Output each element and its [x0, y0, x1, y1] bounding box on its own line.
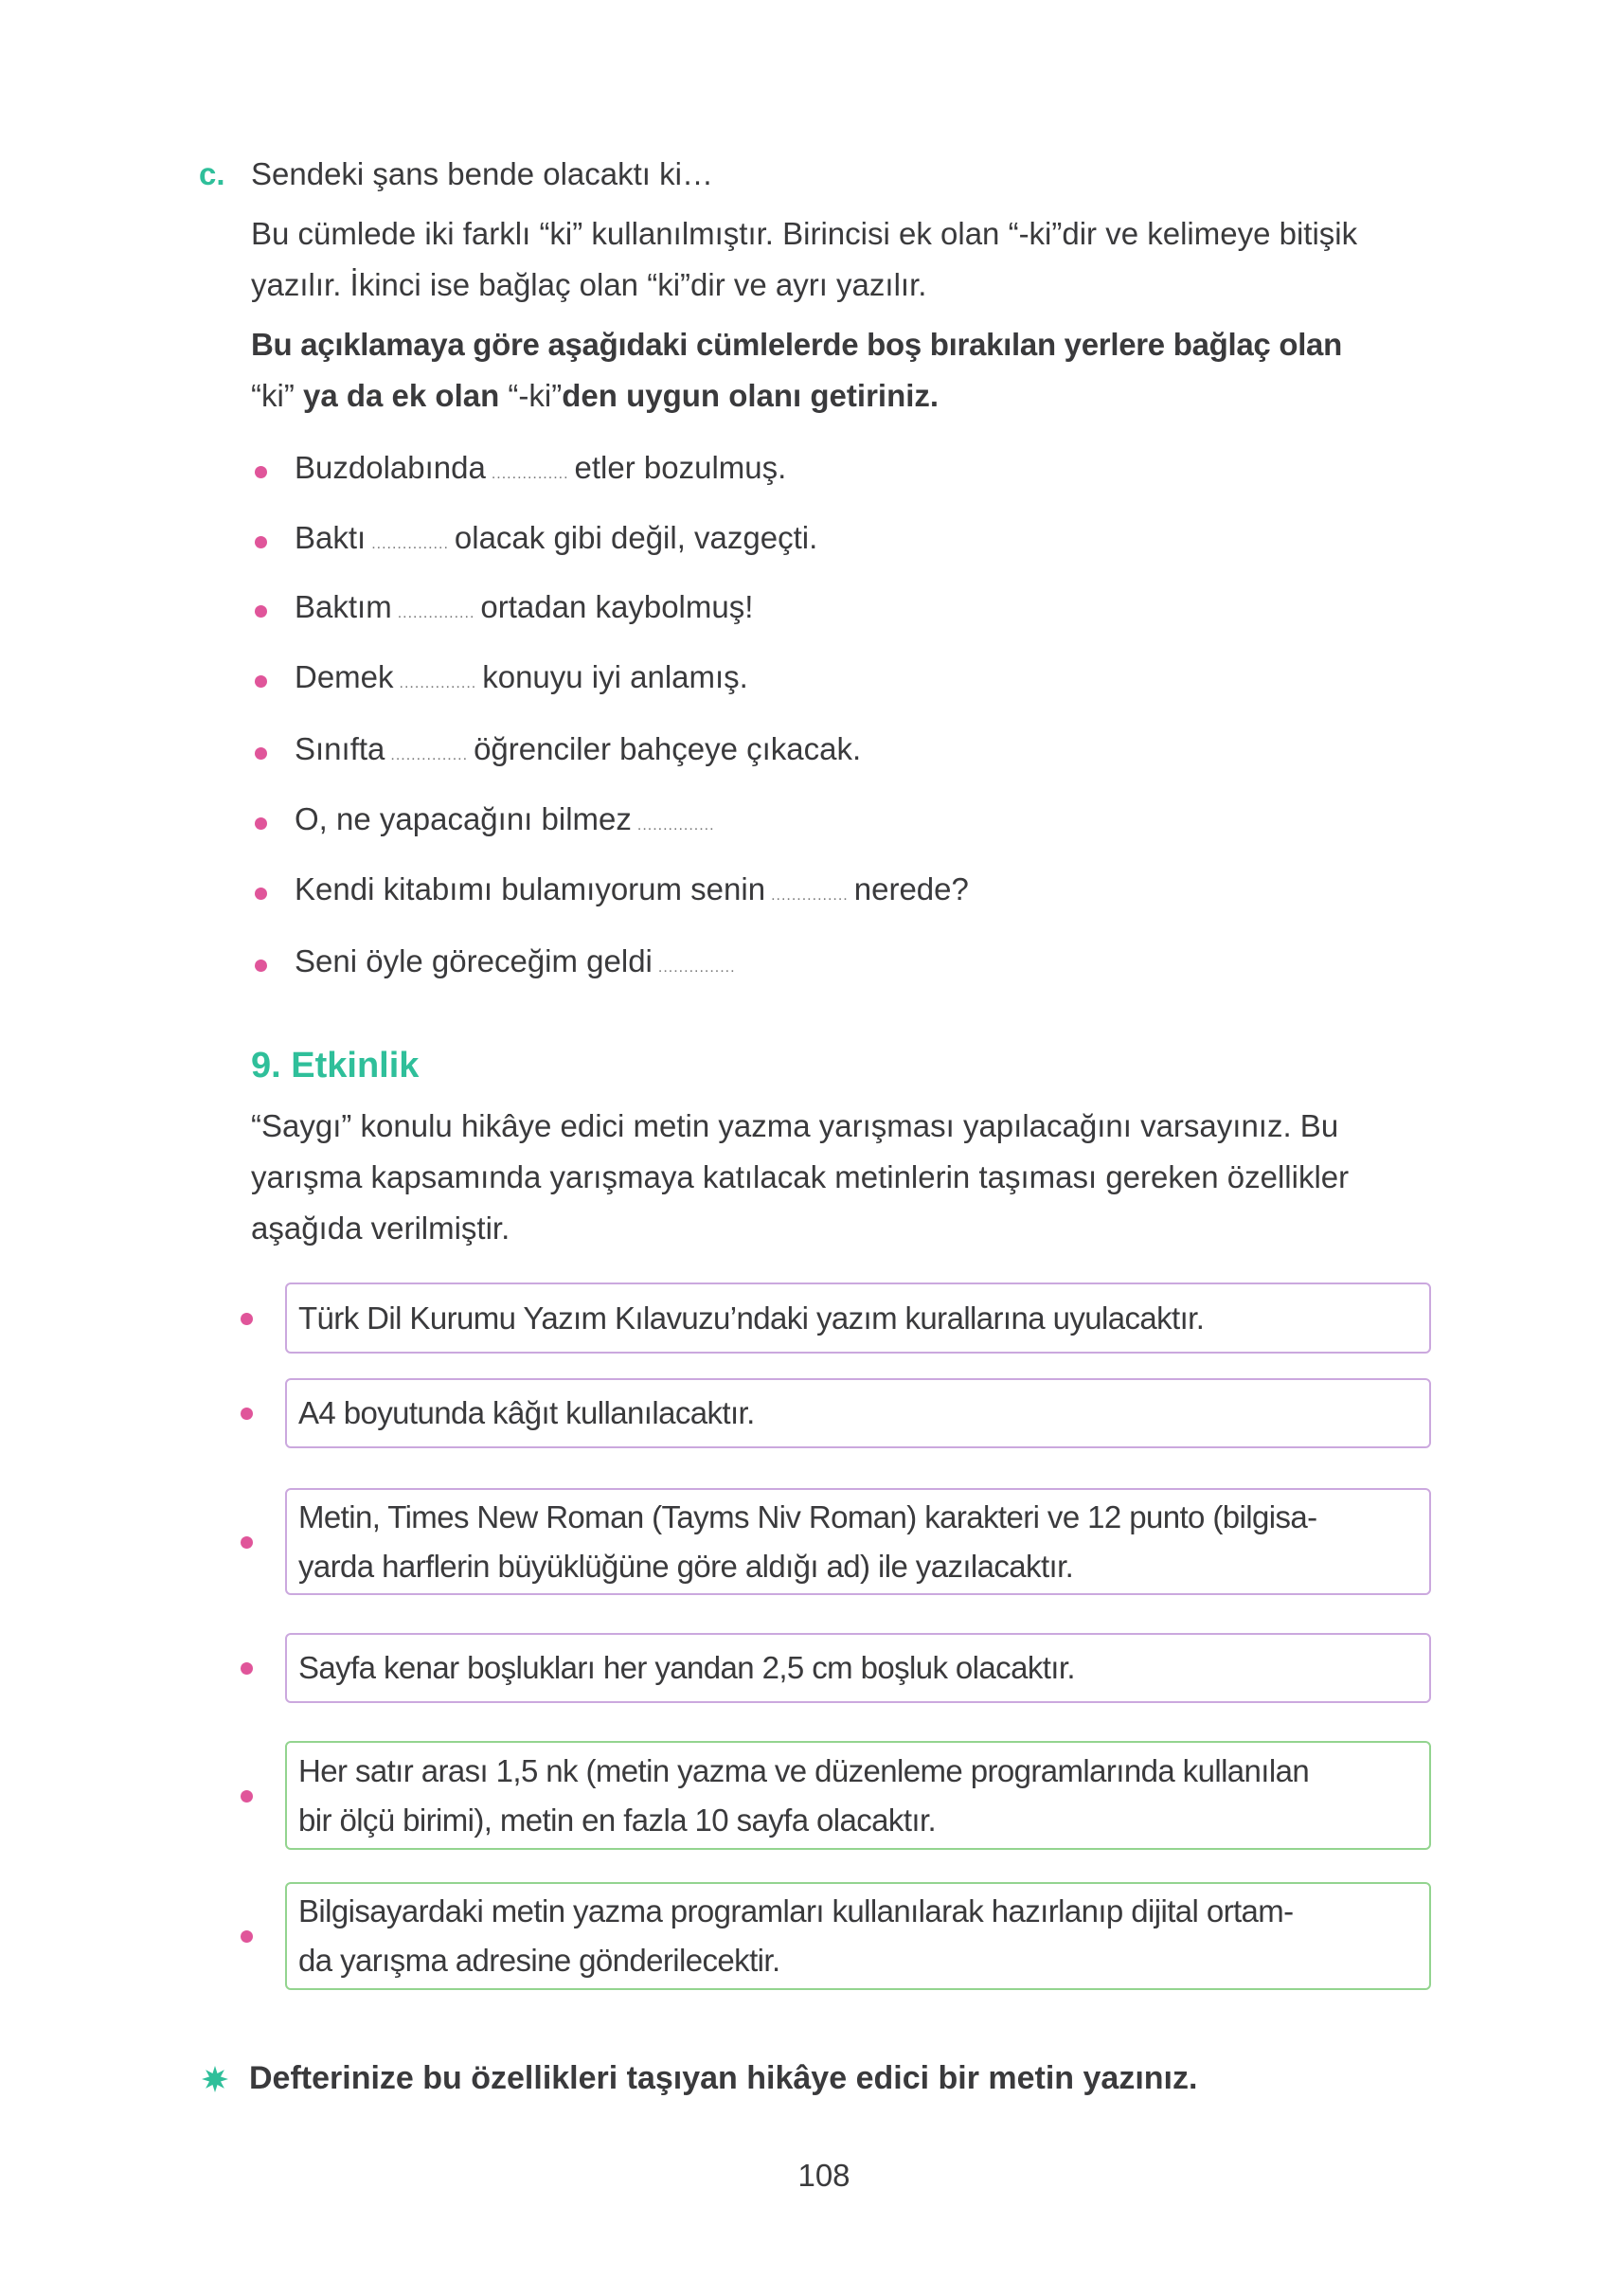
- fill-in-item: [295, 589, 753, 625]
- item-text-before: Buzdolabında: [295, 450, 486, 485]
- blank-field[interactable]: ...............: [636, 817, 715, 834]
- rule-box: [285, 1378, 1431, 1448]
- item-text-before: Baktım: [295, 589, 392, 624]
- bullet-icon: [241, 1313, 253, 1325]
- fill-in-item: [295, 943, 742, 979]
- bullet-icon: [255, 605, 267, 618]
- section-label: c.: [199, 156, 225, 191]
- item-text-after: nerede?: [853, 871, 969, 906]
- instruction-line: [251, 378, 939, 414]
- ki-quote: “ki”: [251, 378, 295, 413]
- rule-box: [285, 1633, 1431, 1703]
- blank-field[interactable]: ...............: [771, 888, 849, 904]
- intro-line: aşağıda verilmiştir.: [251, 1211, 510, 1246]
- bullet-icon: [255, 536, 267, 548]
- rule-text: bir ölçü birimi), metin en fazla 10 sayfa olacaktır.: [298, 1802, 937, 1838]
- bullet-icon: [255, 747, 267, 760]
- fill-in-item: [295, 871, 969, 907]
- item-text-after: olacak gibi değil, vazgeçti.: [454, 520, 818, 555]
- blank-field[interactable]: ...............: [397, 605, 475, 621]
- bullet-icon: [255, 960, 267, 972]
- blank-field[interactable]: ...............: [390, 747, 469, 763]
- bullet-icon: [241, 1930, 253, 1943]
- instruction-text: ya da ek olan: [294, 378, 509, 413]
- rule-box: [285, 1741, 1431, 1850]
- rule-text: Türk Dil Kurumu Yazım Kılavuzu’ndaki yazım kurallarına uyulacaktır.: [298, 1300, 1205, 1336]
- star-burst-icon: [202, 2066, 228, 2092]
- item-text-before: O, ne yapacağını bilmez: [295, 801, 632, 836]
- writing-task: Defterinize bu özellikleri taşıyan hikâye edici bir metin yazınız.: [249, 2060, 1198, 2096]
- item-text-before: Sınıfta: [295, 731, 385, 766]
- bullet-icon: [241, 1662, 253, 1675]
- bullet-icon: [241, 1536, 253, 1549]
- page-number: 108: [797, 2158, 850, 2193]
- instruction-line: Bu açıklamaya göre aşağıdaki cümlelerde boş bırakılan yerlere bağlaç olan: [251, 327, 1342, 362]
- ki-suffix-quote: “-ki”: [508, 378, 563, 413]
- rule-text: Bilgisayardaki metin yazma programları kullanılarak hazırlanıp dijital ortam-: [298, 1893, 1294, 1928]
- intro-line: yarışma kapsamında yarışmaya katılacak metinlerin taşıması gereken özellikler: [251, 1159, 1350, 1194]
- bullet-icon: [255, 466, 267, 478]
- blank-field[interactable]: ...............: [491, 466, 569, 482]
- intro-line: “Saygı” konulu hikâye edici metin yazma yarışması yapılacağını varsayınız. Bu: [251, 1108, 1339, 1143]
- item-text-before: Demek: [295, 659, 394, 694]
- fill-in-item: [295, 801, 721, 837]
- fill-in-item: [295, 659, 748, 695]
- item-text-after: öğrenciler bahçeye çıkacak.: [474, 731, 862, 766]
- bullet-icon: [241, 1408, 253, 1420]
- activity-title: 9. Etkinlik: [251, 1046, 420, 1085]
- bullet-icon: [241, 1790, 253, 1803]
- explanation-line: Bu cümlede iki farklı “ki” kullanılmıştır. Birincisi ek olan “-ki”dir ve kelimeye bitişik: [251, 216, 1358, 251]
- rule-text: yarda harflerin büyüklüğüne göre aldığı ad) ile yazılacaktır.: [298, 1548, 1074, 1584]
- rule-text: A4 boyutunda kâğıt kullanılacaktır.: [298, 1395, 755, 1430]
- rule-text: Her satır arası 1,5 nk (metin yazma ve düzenleme programlarında kullanılan: [298, 1752, 1310, 1788]
- rule-text: Sayfa kenar boşlukları her yandan 2,5 cm boşluk olacaktır.: [298, 1650, 1075, 1685]
- rule-box: [285, 1283, 1431, 1354]
- item-text-before: Baktı: [295, 520, 367, 555]
- blank-field[interactable]: ...............: [371, 536, 449, 552]
- item-text-after: konuyu iyi anlamış.: [482, 659, 748, 694]
- rule-text: da yarışma adresine gönderilecektir.: [298, 1943, 780, 1978]
- rule-text: Metin, Times New Roman (Tayms Niv Roman) karakteri ve 12 punto (bilgisa-: [298, 1498, 1317, 1534]
- fill-in-item: [295, 450, 786, 486]
- rule-box: [285, 1882, 1431, 1990]
- bullet-icon: [255, 817, 267, 830]
- explanation-line: yazılır. İkinci ise bağlaç olan “ki”dir ve ayrı yazılır.: [251, 267, 927, 302]
- blank-field[interactable]: ...............: [657, 960, 736, 976]
- rule-box: [285, 1488, 1431, 1595]
- item-text-before: Kendi kitabımı bulamıyorum senin: [295, 871, 766, 906]
- blank-field[interactable]: ...............: [399, 675, 477, 691]
- fill-in-item: [295, 520, 817, 556]
- instruction-text: den uygun olanı getiriniz.: [562, 378, 940, 413]
- item-text-after: ortadan kaybolmuş!: [480, 589, 754, 624]
- item-text-after: etler bozulmuş.: [574, 450, 787, 485]
- bullet-icon: [255, 675, 267, 688]
- fill-in-item: [295, 731, 861, 767]
- item-text-before: Seni öyle göreceğim geldi: [295, 943, 653, 978]
- bullet-icon: [255, 888, 267, 900]
- example-sentence: Sendeki şans bende olacaktı ki…: [251, 156, 713, 191]
